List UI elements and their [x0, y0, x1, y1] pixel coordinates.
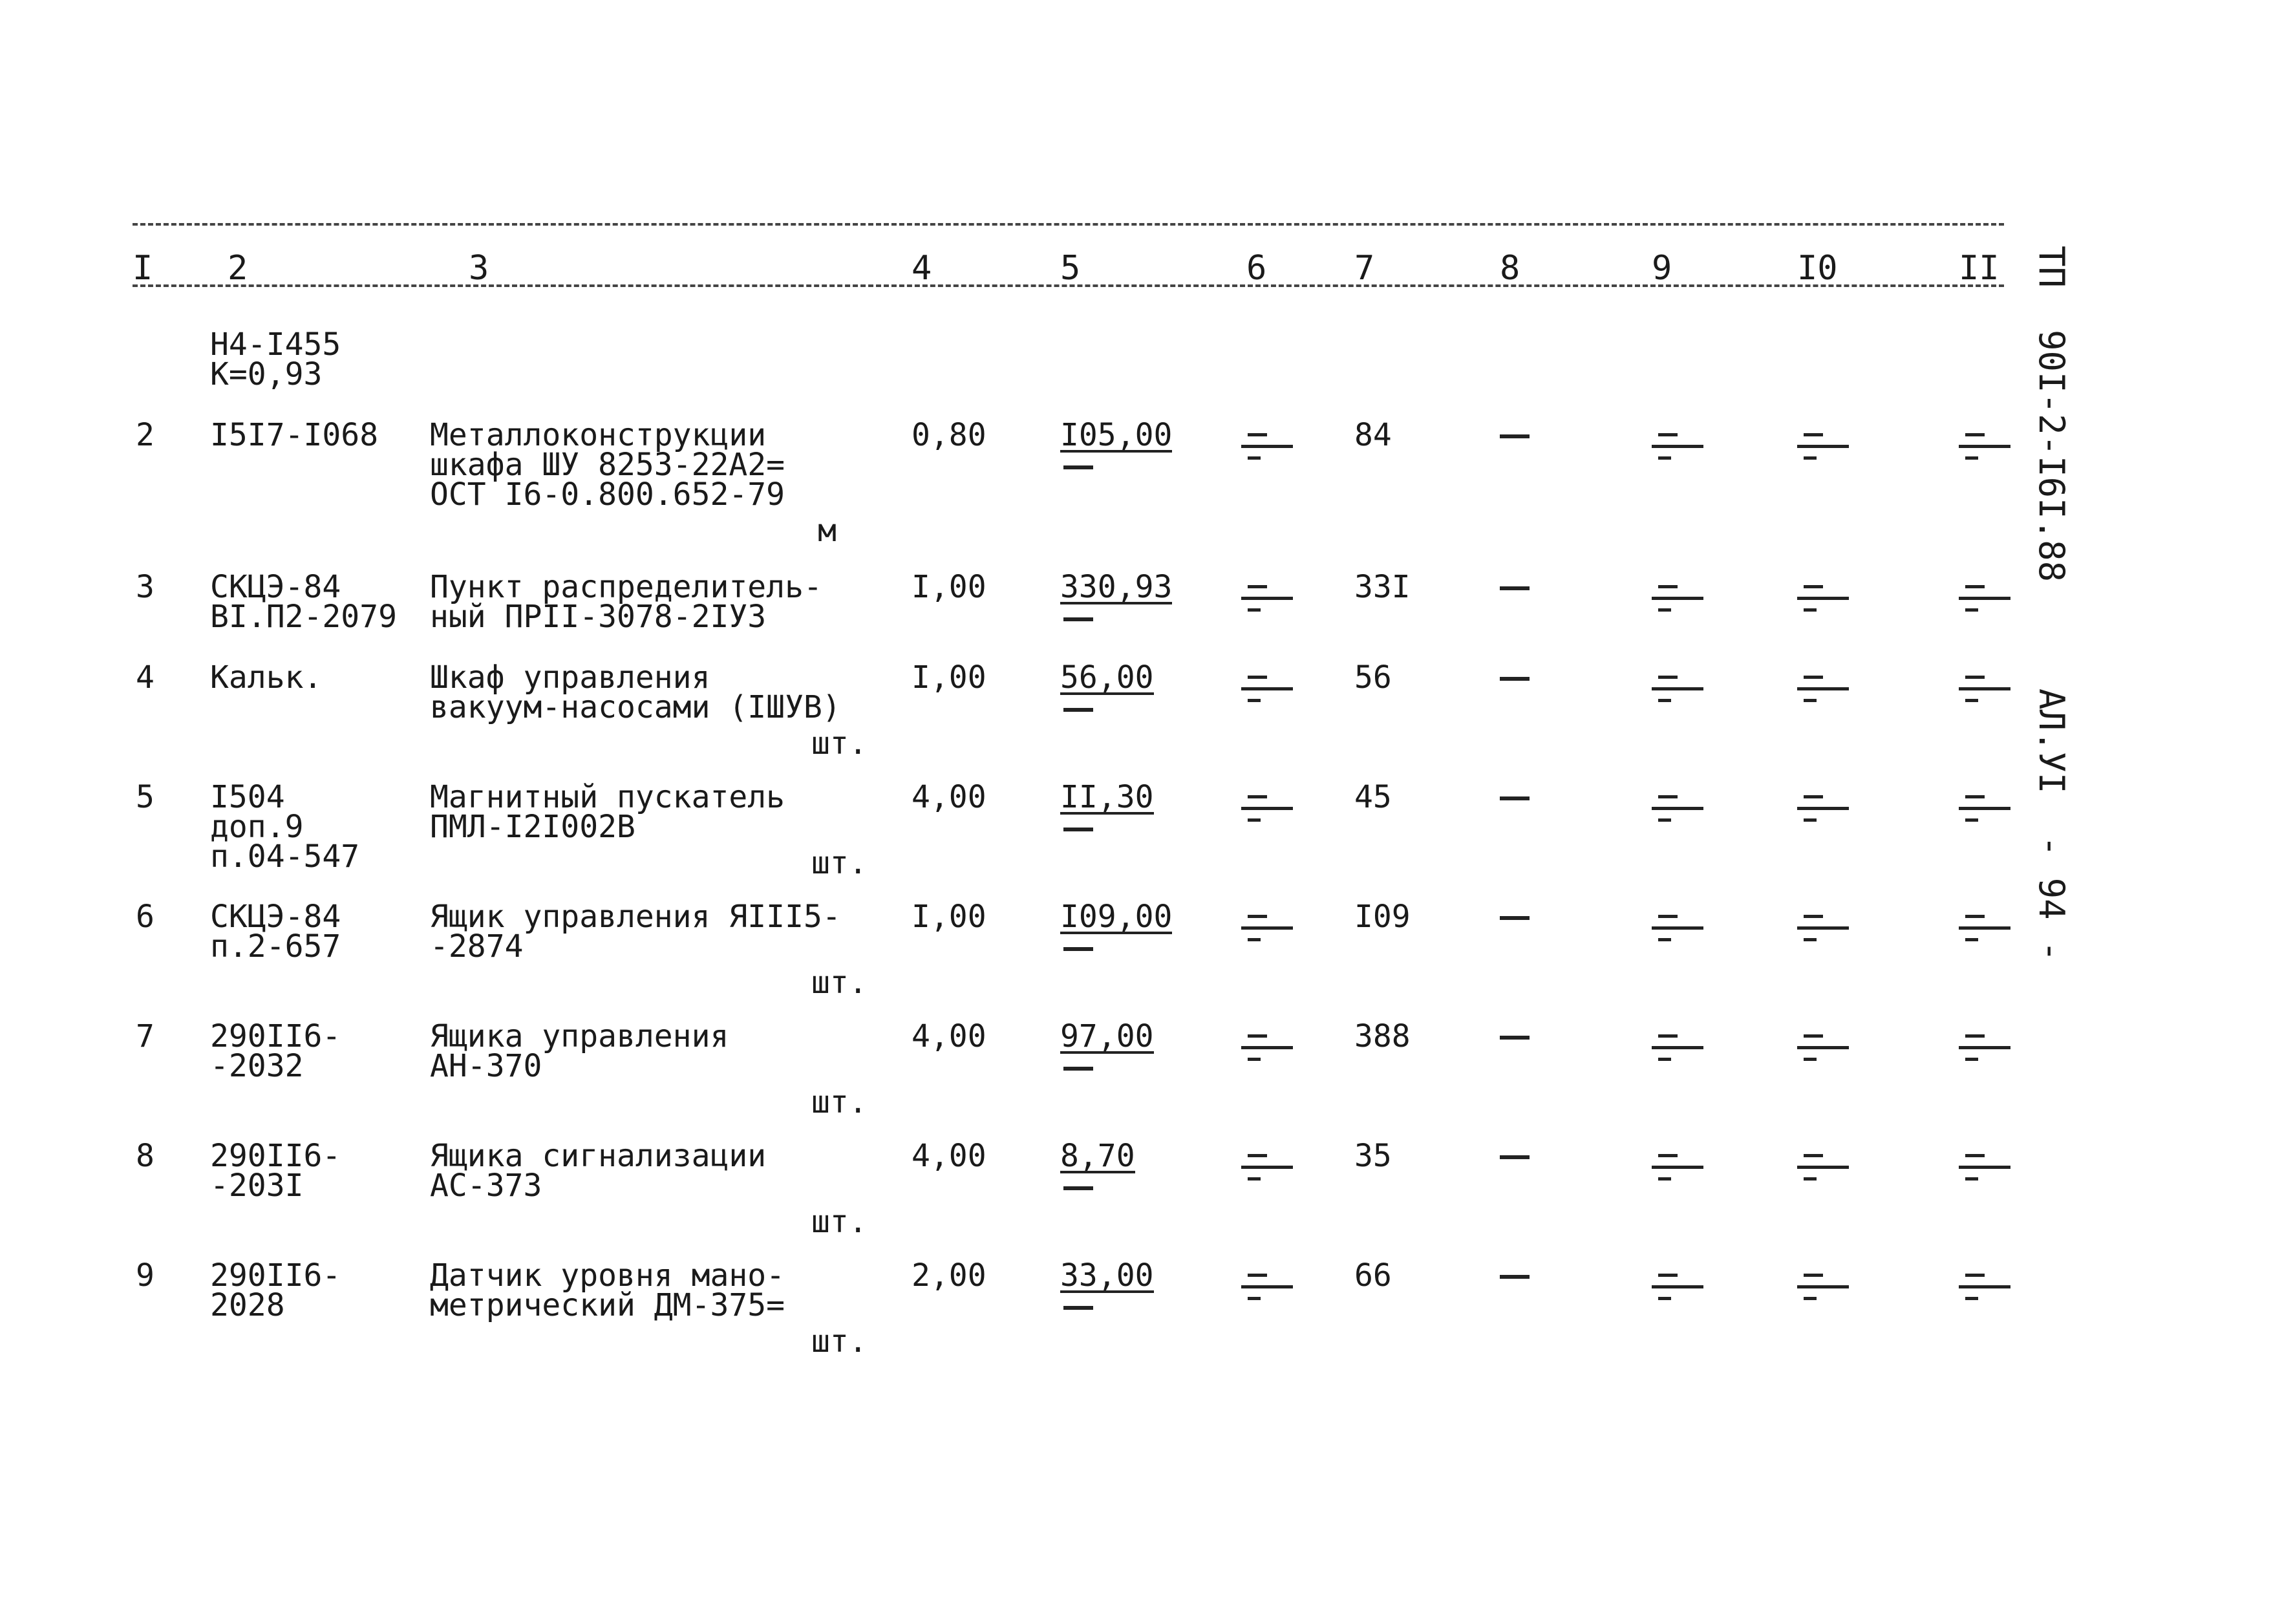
row-col6-ditto — [1241, 433, 1293, 459]
row-col9-ditto — [1652, 1154, 1703, 1180]
row-code: СКЦЭ-84 п.2-657 — [210, 899, 341, 965]
row-total: 35 — [1354, 1138, 1392, 1174]
row-col11-ditto — [1959, 585, 2010, 611]
col-header-4: 4 — [912, 249, 932, 288]
row-col10-ditto — [1797, 1154, 1849, 1180]
row-unit: м — [818, 513, 837, 549]
row-col11-ditto — [1959, 1034, 2010, 1060]
col-header-11: II — [1959, 249, 1999, 288]
row-total: 66 — [1354, 1257, 1392, 1294]
col-header-1: I — [133, 249, 153, 288]
row-name: Ящик управления ЯIII5- -2874 — [430, 899, 841, 965]
row-number: 7 — [136, 1018, 155, 1054]
row-total: 45 — [1354, 779, 1392, 815]
col-header-9: 9 — [1652, 249, 1672, 288]
col-header-8: 8 — [1500, 249, 1520, 288]
row-unit: шт. — [811, 1204, 868, 1240]
row-total: 388 — [1354, 1018, 1411, 1054]
row-code: I5I7-I068 — [210, 417, 379, 453]
col-header-6: 6 — [1246, 249, 1267, 288]
price-sub-dash — [1063, 465, 1093, 469]
row-name: Ящика управления АН-370 — [430, 1018, 729, 1084]
row-unit: шт. — [811, 1084, 868, 1120]
price-sub-dash — [1063, 828, 1093, 831]
price-sub-dash — [1063, 1067, 1093, 1071]
row-quantity: 2,00 — [912, 1257, 986, 1294]
row-number: 3 — [136, 569, 155, 605]
row-col8-dash — [1500, 677, 1530, 681]
row-number: 8 — [136, 1138, 155, 1174]
row-name: Магнитный пускатель ПМЛ-I2I002В — [430, 779, 785, 845]
row-col11-ditto — [1959, 795, 2010, 821]
row-number: 6 — [136, 899, 155, 935]
row-quantity: 4,00 — [912, 1138, 986, 1174]
row-col9-ditto — [1652, 433, 1703, 459]
row-col8-dash — [1500, 796, 1530, 800]
row-unit-price: 56,00 — [1060, 659, 1154, 696]
row-total: I09 — [1354, 899, 1411, 935]
row-col6-ditto — [1241, 1034, 1293, 1060]
col-header-10: I0 — [1797, 249, 1838, 288]
row-col6-ditto — [1241, 1154, 1293, 1180]
row-col10-ditto — [1797, 1274, 1849, 1299]
row-unit-price: I09,00 — [1060, 899, 1173, 935]
row-col9-ditto — [1652, 1274, 1703, 1299]
row-name: Датчик уровня мано- метрический ДМ-375= — [430, 1257, 785, 1323]
row-unit: шт. — [811, 965, 868, 1001]
row-total: 56 — [1354, 659, 1392, 696]
row-col9-ditto — [1652, 676, 1703, 701]
col-header-2: 2 — [228, 249, 248, 288]
price-sub-dash — [1063, 708, 1093, 712]
row-number: 2 — [136, 417, 155, 453]
price-sub-dash — [1063, 947, 1093, 951]
row-unit: шт. — [811, 845, 868, 881]
row-code: Кальк. — [210, 659, 323, 696]
row-name: Шкаф управления вакуум-насосами (IШУВ) — [430, 659, 841, 725]
row-total: 84 — [1354, 417, 1392, 453]
col-header-7: 7 — [1354, 249, 1375, 288]
row-unit-price: 8,70 — [1060, 1138, 1135, 1174]
row-col9-ditto — [1652, 585, 1703, 611]
price-sub-dash — [1063, 617, 1093, 621]
row-col11-ditto — [1959, 433, 2010, 459]
row-unit-price: II,30 — [1060, 779, 1154, 815]
row-col11-ditto — [1959, 915, 2010, 941]
row-number: 5 — [136, 779, 155, 815]
col-header-3: 3 — [469, 249, 489, 288]
row-col6-ditto — [1241, 795, 1293, 821]
row-code: СКЦЭ-84 ВI.П2-2079 — [210, 569, 397, 635]
row-col8-dash — [1500, 434, 1530, 438]
row-col6-ditto — [1241, 915, 1293, 941]
row-col10-ditto — [1797, 1034, 1849, 1060]
pre-row-code: Н4-I455 К=0,93 — [210, 326, 341, 392]
row-col9-ditto — [1652, 795, 1703, 821]
row-col8-dash — [1500, 1275, 1530, 1279]
row-col10-ditto — [1797, 585, 1849, 611]
row-number: 9 — [136, 1257, 155, 1294]
row-total: 33I — [1354, 569, 1411, 605]
row-unit: шт. — [811, 725, 868, 762]
row-col10-ditto — [1797, 915, 1849, 941]
row-col8-dash — [1500, 1036, 1530, 1040]
row-quantity: I,00 — [912, 659, 986, 696]
header-top-rule — [133, 223, 2004, 226]
row-col8-dash — [1500, 1155, 1530, 1159]
row-name: Ящика сигнализации АС-373 — [430, 1138, 767, 1204]
row-quantity: 0,80 — [912, 417, 986, 453]
row-unit-price: 33,00 — [1060, 1257, 1154, 1294]
row-name: Металлоконструкции шкафа ШУ 8253-22А2= ОСТ I6-0.800.652-79 — [430, 417, 785, 513]
row-col11-ditto — [1959, 1274, 2010, 1299]
row-unit-price: 97,00 — [1060, 1018, 1154, 1054]
sheet-label: АЛ.УI - 94 - — [2031, 689, 2072, 962]
row-col6-ditto — [1241, 676, 1293, 701]
row-col10-ditto — [1797, 433, 1849, 459]
row-col10-ditto — [1797, 795, 1849, 821]
row-unit-price: 330,93 — [1060, 569, 1173, 605]
row-quantity: I,00 — [912, 899, 986, 935]
row-col8-dash — [1500, 916, 1530, 920]
row-col11-ditto — [1959, 1154, 2010, 1180]
row-col9-ditto — [1652, 915, 1703, 941]
doc-code-label: ТП 90I-2-I6I.88 — [2031, 246, 2072, 582]
row-code: 290II6- 2028 — [210, 1257, 341, 1323]
row-name: Пункт распределитель- ный ПРII-3078-2IУЗ — [430, 569, 822, 635]
row-col6-ditto — [1241, 585, 1293, 611]
row-unit-price: I05,00 — [1060, 417, 1173, 453]
row-quantity: 4,00 — [912, 1018, 986, 1054]
row-col6-ditto — [1241, 1274, 1293, 1299]
row-col10-ditto — [1797, 676, 1849, 701]
row-col11-ditto — [1959, 676, 2010, 701]
row-unit: шт. — [811, 1323, 868, 1360]
row-code: I504 доп.9 п.04-547 — [210, 779, 360, 875]
row-col9-ditto — [1652, 1034, 1703, 1060]
col-header-5: 5 — [1060, 249, 1081, 288]
price-sub-dash — [1063, 1186, 1093, 1190]
row-code: 290II6- -203I — [210, 1138, 341, 1204]
row-quantity: I,00 — [912, 569, 986, 605]
row-number: 4 — [136, 659, 155, 696]
row-code: 290II6- -2032 — [210, 1018, 341, 1084]
price-sub-dash — [1063, 1306, 1093, 1310]
row-quantity: 4,00 — [912, 779, 986, 815]
row-col8-dash — [1500, 586, 1530, 590]
